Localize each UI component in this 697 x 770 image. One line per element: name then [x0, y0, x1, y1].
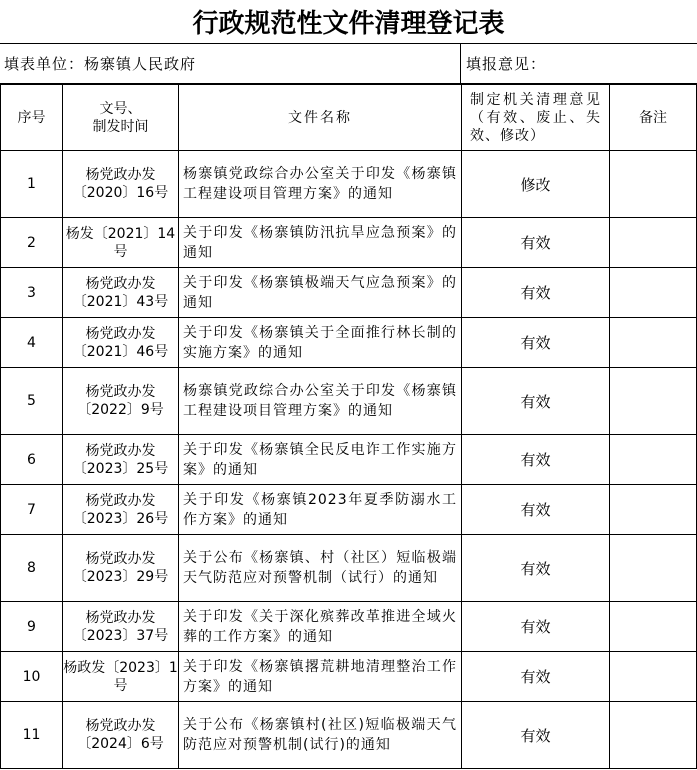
row-doc-no: 杨党政办发〔2024〕6号: [63, 702, 179, 769]
row-doc-name: 杨寨镇党政综合办公室关于印发《杨寨镇工程建设项目管理方案》的通知: [179, 151, 462, 218]
row-doc-name: 关于公布《杨寨镇村(社区)短临极端天气防范应对预警机制(试行)的通知: [179, 702, 462, 769]
divider: [460, 44, 461, 84]
row-doc-no: 杨党政办发〔2023〕29号: [63, 535, 179, 602]
table-row: [1, 535, 697, 602]
table-row: [1, 218, 697, 268]
header-status: 制定机关清理意见（有效、废止、失效、修改）: [462, 85, 610, 151]
row-note: [610, 535, 697, 602]
row-index: 2: [1, 218, 63, 268]
table-row: [1, 702, 697, 769]
row-note: [610, 485, 697, 535]
row-index: 5: [1, 368, 63, 435]
row-index: 1: [1, 151, 63, 218]
row-status: 有效: [462, 535, 610, 602]
table-row: [1, 485, 697, 535]
row-index: 6: [1, 435, 63, 485]
header-doc-no: 文号、 制发时间: [63, 85, 179, 151]
header-note: 备注: [610, 85, 697, 151]
row-index: 7: [1, 485, 63, 535]
row-doc-name: 关于印发《杨寨镇极端天气应急预案》的通知: [179, 268, 462, 318]
table-row: [1, 435, 697, 485]
page-title: 行政规范性文件清理登记表: [0, 0, 697, 44]
row-doc-name: 关于印发《杨寨镇防汛抗旱应急预案》的通知: [179, 218, 462, 268]
document-cleanup-table: [0, 84, 697, 769]
row-doc-no: 杨党政办发〔2022〕9号: [63, 368, 179, 435]
row-note: [610, 702, 697, 769]
row-doc-name: 关于印发《杨寨镇全民反电诈工作实施方案》的通知: [179, 435, 462, 485]
unit-row: [0, 44, 697, 84]
row-doc-no: 杨党政办发〔2021〕46号: [63, 318, 179, 368]
row-note: [610, 652, 697, 702]
row-doc-name: 杨寨镇党政综合办公室关于印发《杨寨镇工程建设项目管理方案》的通知: [179, 368, 462, 435]
table-row: [1, 368, 697, 435]
row-note: [610, 602, 697, 652]
row-status: 有效: [462, 318, 610, 368]
table-row: [1, 602, 697, 652]
report-opinion-label: 填报意见：: [466, 55, 547, 73]
row-doc-no: 杨党政办发〔2023〕26号: [63, 485, 179, 535]
row-index: 8: [1, 535, 63, 602]
row-index: 11: [1, 702, 63, 769]
row-doc-no: 杨发〔2021〕14号: [63, 218, 179, 268]
row-doc-no: 杨政发〔2023〕1号: [63, 652, 179, 702]
row-doc-name: 关于印发《杨寨镇撂荒耕地清理整治工作方案》的通知: [179, 652, 462, 702]
row-index: 3: [1, 268, 63, 318]
row-note: [610, 218, 697, 268]
table-row: [1, 652, 697, 702]
row-doc-no: 杨党政办发〔2021〕43号: [63, 268, 179, 318]
row-status: 有效: [462, 702, 610, 769]
row-doc-name: 关于印发《杨寨镇2023年夏季防溺水工作方案》的通知: [179, 485, 462, 535]
row-index: 4: [1, 318, 63, 368]
row-note: [610, 318, 697, 368]
row-status: 有效: [462, 268, 610, 318]
row-index: 10: [1, 652, 63, 702]
row-status: 有效: [462, 652, 610, 702]
row-note: [610, 435, 697, 485]
row-note: [610, 368, 697, 435]
row-doc-no: 杨党政办发〔2023〕37号: [63, 602, 179, 652]
header-index: 序号: [1, 85, 63, 151]
row-status: 有效: [462, 435, 610, 485]
row-doc-name: 关于印发《关于深化殡葬改革推进全域火葬的工作方案》的通知: [179, 602, 462, 652]
row-status: 有效: [462, 218, 610, 268]
table-row: [1, 318, 697, 368]
row-status: 有效: [462, 368, 610, 435]
row-index: 9: [1, 602, 63, 652]
row-note: [610, 151, 697, 218]
reporting-unit-label: 填表单位：杨寨镇人民政府: [4, 55, 197, 73]
table-header-row: [1, 85, 697, 151]
row-status: 修改: [462, 151, 610, 218]
row-status: 有效: [462, 602, 610, 652]
row-doc-no: 杨党政办发〔2023〕25号: [63, 435, 179, 485]
row-doc-no: 杨党政办发〔2020〕16号: [63, 151, 179, 218]
row-doc-name: 关于印发《杨寨镇关于全面推行林长制的实施方案》的通知: [179, 318, 462, 368]
row-doc-name: 关于公布《杨寨镇、村（社区）短临极端天气防范应对预警机制（试行）的通知: [179, 535, 462, 602]
row-status: 有效: [462, 485, 610, 535]
row-note: [610, 268, 697, 318]
table-row: [1, 151, 697, 218]
header-name: 文件名称: [179, 85, 462, 151]
table-row: [1, 268, 697, 318]
